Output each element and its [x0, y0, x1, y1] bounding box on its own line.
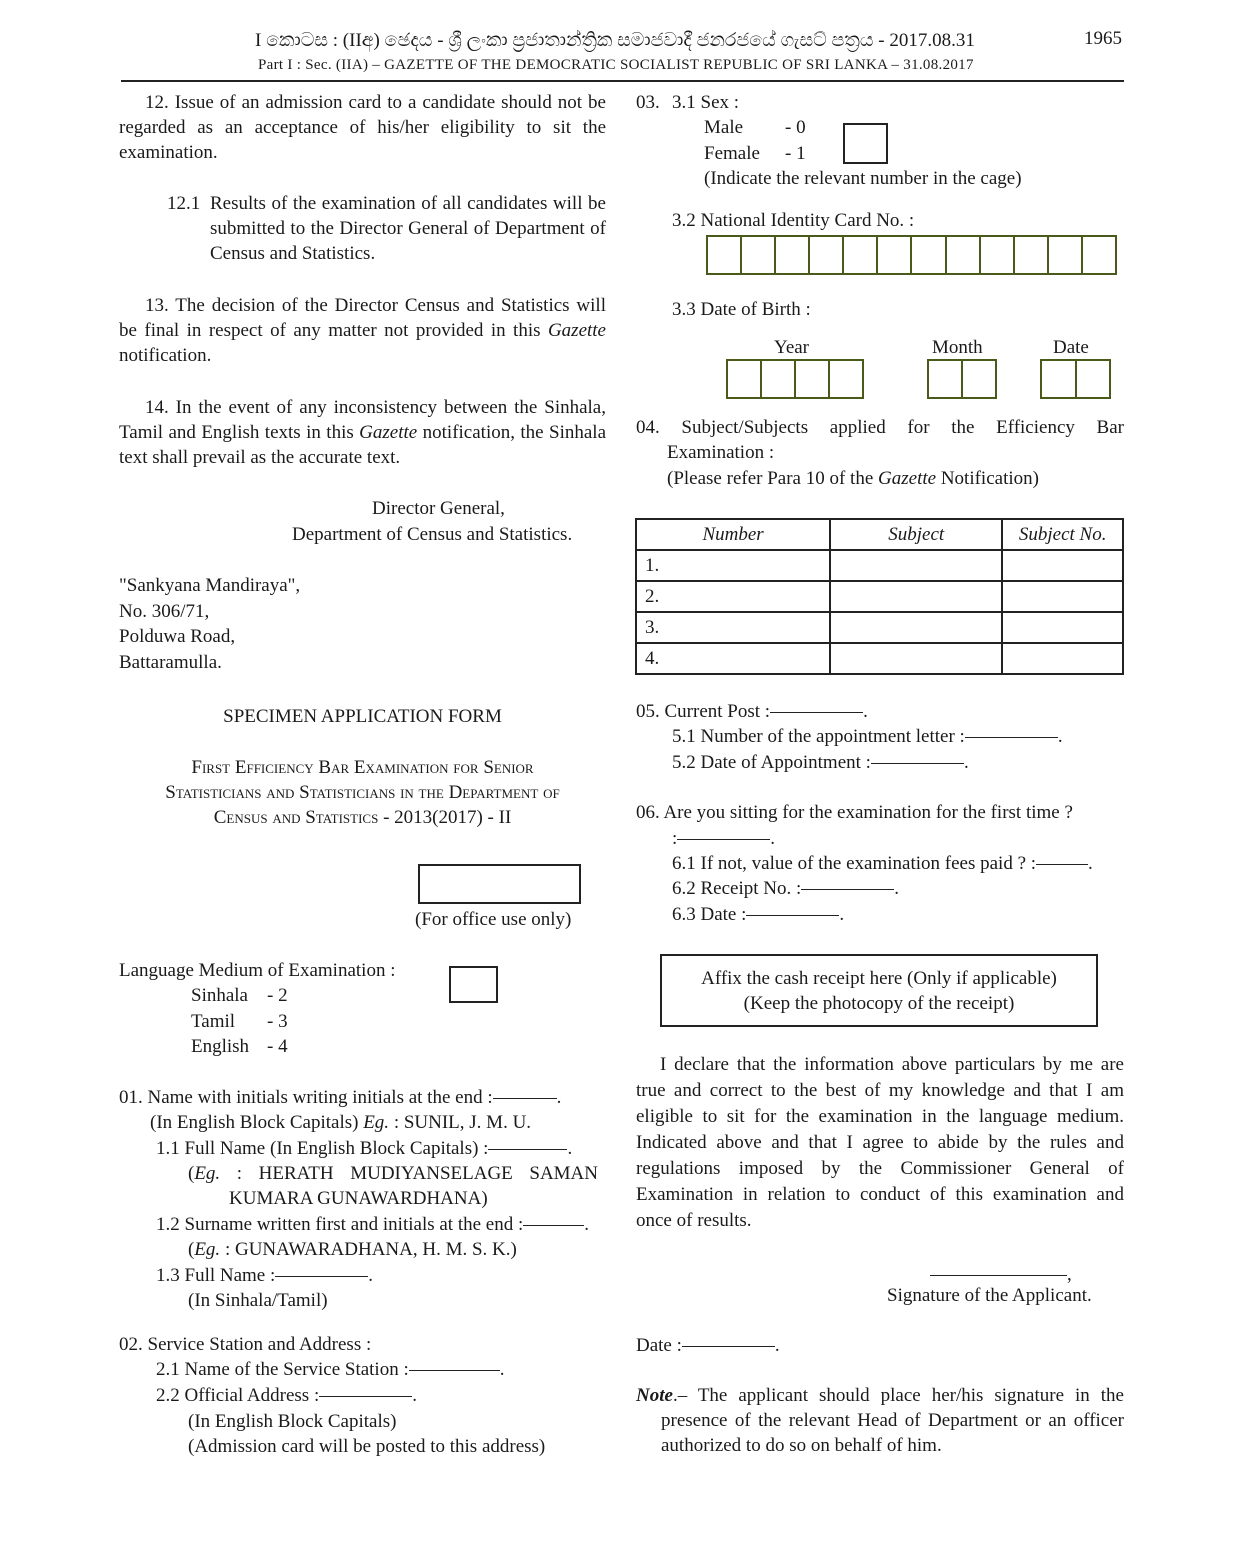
address-line: No. 306/71,: [119, 600, 210, 622]
example-value: : HERATH MUDIYANSELAGE SAMAN: [236, 1163, 598, 1184]
address-line: "Sankyana Mandiraya",: [119, 575, 301, 596]
question-01: 01. Name with initials writing initials at the end : .: [119, 1087, 562, 1108]
table-header-row: [636, 519, 1123, 550]
example-value: : GUNAWARADHANA, H. M. S. K.): [224, 1239, 517, 1260]
language-medium-label: Language Medium of Examination :: [119, 960, 396, 981]
question-2-1-label: 2.1 Name of the Service Station :: [156, 1359, 409, 1380]
language-code: - 3: [267, 1010, 288, 1032]
question-5-2: 5.2 Date of Appointment : .: [672, 752, 969, 773]
declaration: I declare that the information above particulars by me are true and correct to the best of my knowledge and that I am eligible to sit for the examination in the language medium. Indicated above and that I agree to abide by the rules and regulations imposed by the Commissioner General of Examination in relation to conduct of this examination and once of results.: [636, 1054, 1124, 1231]
sex-codes: [785, 115, 806, 167]
paragraph-12-1-number: 12.1: [167, 193, 201, 214]
answer-line[interactable]: [871, 763, 964, 764]
question-1-3: 1.3 Full Name : .: [156, 1265, 374, 1286]
dob-label-year: Year: [774, 337, 810, 358]
question-1-3-note: (In Sinhala/Tamil): [188, 1290, 328, 1311]
signature-line[interactable]: ,: [930, 1262, 1072, 1287]
question-3-3: 3.3 Date of Birth :: [672, 299, 811, 320]
answer-line[interactable]: [770, 712, 863, 713]
table-row: [636, 643, 1123, 674]
row-number: 3.: [636, 612, 830, 643]
signatory-department: Department of Census and Statistics.: [292, 524, 573, 545]
question-6-1-label: 6.1 If not, value of the examination fees paid ? :: [672, 853, 1037, 874]
dob-label-month: Month: [932, 337, 983, 358]
question-6-2: 6.2 Receipt No. : .: [672, 878, 900, 899]
question-6-3-label: 6.3 Date :: [672, 904, 747, 925]
answer-line[interactable]: [493, 1098, 557, 1099]
column-header-subject: Subject: [830, 519, 1002, 550]
exam-title: [119, 755, 606, 830]
example-prefix: (In English Block Capitals): [150, 1112, 359, 1133]
question-05-label: 05. Current Post :: [636, 701, 771, 722]
answer-line[interactable]: [801, 889, 894, 890]
subject-no-cell[interactable]: [1002, 581, 1123, 612]
question-06-answer: : .: [672, 828, 776, 849]
signature-label: Signature of the Applicant.: [887, 1285, 1092, 1306]
answer-line[interactable]: [965, 737, 1058, 738]
receipt-note: (Keep the photocopy of the receipt): [743, 993, 1015, 1014]
question-1-2-example: (Eg. : GUNAWARADHANA, H. M. S. K.): [188, 1239, 517, 1260]
header-english-line: Part I : Sec. (IIA) – GAZETTE OF THE DEMOCRATIC SOCIALIST REPUBLIC OF SRI LANKA – 31.08.2017: [258, 57, 974, 73]
gazette-italic: Gazette: [547, 320, 606, 341]
page-number: 1965: [1084, 28, 1122, 49]
address-line: Battaramulla.: [119, 651, 222, 673]
question-2-1: 2.1 Name of the Service Station : .: [156, 1359, 505, 1380]
subject-no-cell[interactable]: [1002, 550, 1123, 581]
language-medium-box[interactable]: [449, 966, 498, 1003]
language-options: [191, 983, 249, 1060]
row-number: 1.: [636, 550, 830, 581]
row-number: 2.: [636, 581, 830, 612]
language-code: - 2: [267, 985, 288, 1006]
sex-options: [704, 115, 760, 167]
row-number: 4.: [636, 643, 830, 674]
sex-option-male: Male: [704, 117, 744, 138]
question-03: 03.: [636, 92, 660, 113]
date-label: Date :: [636, 1335, 682, 1356]
answer-line[interactable]: [677, 839, 770, 840]
question-02: 02. Service Station and Address :: [119, 1334, 372, 1355]
question-06: 06. Are you sitting for the examination for the first time ?: [636, 802, 1073, 823]
question-04-note: [667, 466, 1039, 491]
sex-note: (Indicate the relevant number in the cage): [704, 168, 1022, 189]
question-01-example: [150, 1110, 531, 1135]
question-2-2-note: (In English Block Capitals): [188, 1411, 397, 1432]
subject-cell[interactable]: [830, 550, 1002, 581]
office-address: [119, 573, 300, 675]
question-04: 04. Subject/Subjects applied for the Efficiency Bar: [636, 417, 1124, 438]
question-6-3: 6.3 Date : .: [672, 904, 845, 925]
question-1-1-example: (Eg. : HERATH MUDIYANSELAGE SAMAN KUMARA GUNAWARDHANA): [188, 1163, 598, 1209]
example-value: : SUNIL, J. M. U.: [393, 1112, 532, 1133]
receipt-box: [660, 954, 1098, 1027]
example-eg: Eg.: [363, 1112, 390, 1133]
paragraph-13-end: notification.: [119, 345, 212, 366]
answer-line[interactable]: [275, 1276, 368, 1277]
dob-label-date: Date: [1053, 337, 1089, 358]
dob-year-cells[interactable]: [726, 359, 864, 399]
dob-date-cells[interactable]: [1040, 359, 1111, 399]
question-3-1: 3.1 Sex :: [672, 92, 740, 113]
exam-title-line: Census and Statistics - 2013(2017) - II: [213, 807, 512, 828]
column-header-number: Number: [636, 519, 830, 550]
office-use-box: [418, 864, 581, 904]
dob-month-cells[interactable]: [927, 359, 997, 399]
paragraph-12: 12. Issue of an admission card to a candidate should not be regarded as an acceptance of his/her eligibility to sit the examination.: [119, 92, 606, 163]
example-eg: Eg.: [194, 1163, 221, 1184]
question-1-1: 1.1 Full Name (In English Block Capitals) : .: [156, 1138, 573, 1159]
gazette-italic: Gazette: [878, 468, 937, 489]
question-5-1-label: 5.1 Number of the appointment letter :: [672, 726, 965, 747]
question-5-1: 5.1 Number of the appointment letter : .: [672, 726, 1063, 747]
answer-line[interactable]: [488, 1149, 567, 1150]
example-value: KUMARA GUNAWARDHANA): [229, 1188, 488, 1209]
answer-line[interactable]: [1036, 864, 1088, 865]
note-label: Note: [636, 1385, 673, 1406]
question-2-2-note: (Admission card will be posted to this address): [188, 1436, 546, 1457]
question-6-1: 6.1 If not, value of the examination fees paid ? : .: [672, 853, 1093, 874]
paragraph-14-end: notification, the Sinhala text shall prevail as the accurate text.: [119, 422, 607, 468]
paragraph-13-text: 13. The decision of the Director Census and Statistics will be final in respect of any matter not provided in this: [119, 295, 606, 341]
subject-cell[interactable]: [830, 612, 1002, 643]
answer-line[interactable]: [409, 1370, 500, 1371]
question-2-2-label: 2.2 Official Address :: [156, 1385, 320, 1406]
sex-code: - 0: [785, 117, 806, 138]
question-04-cont: Examination :: [667, 442, 775, 463]
paragraph-14-text: 14. In the event of any inconsistency between the Sinhala, Tamil and English texts in this: [119, 397, 606, 443]
exam-title-line: First Efficiency Bar Examination for Senior: [191, 757, 534, 778]
note-text: .– The applicant should place her/his signature in the presence of the relevant Head of Department or an officer authorized to do so on behalf of him.: [661, 1385, 1124, 1456]
question-05: 05. Current Post : .: [636, 701, 868, 722]
sex-box[interactable]: [843, 123, 888, 164]
signatory-title: Director General,: [372, 498, 505, 519]
address-line: Polduwa Road,: [119, 626, 236, 647]
question-1-2-label: 1.2 Surname written first and initials at the end :: [156, 1214, 524, 1235]
question-1-2: 1.2 Surname written first and initials at the end : .: [156, 1214, 590, 1235]
subject-cell[interactable]: [830, 581, 1002, 612]
nic-number-cells[interactable]: [706, 235, 1117, 275]
sex-option-female: Female: [704, 143, 760, 164]
note-text: (Please refer Para 10 of the: [667, 468, 874, 489]
question-2-2: 2.2 Official Address : .: [156, 1385, 417, 1406]
language-codes: [267, 983, 288, 1060]
table-row: [636, 550, 1123, 581]
table-row: [636, 581, 1123, 612]
answer-line[interactable]: [682, 1346, 775, 1347]
office-use-label: (For office use only): [415, 909, 572, 930]
subject-cell[interactable]: [830, 643, 1002, 674]
question-1-3-label: 1.3 Full Name :: [156, 1265, 276, 1286]
subjects-table: [635, 518, 1124, 675]
note-text: Notification): [940, 468, 1039, 489]
header-rule: [121, 80, 1124, 82]
subject-no-cell[interactable]: [1002, 643, 1123, 674]
table-row: [636, 612, 1123, 643]
gazette-italic: Gazette: [359, 422, 418, 443]
question-6-2-label: 6.2 Receipt No. :: [672, 878, 802, 899]
question-01-label: 01. Name with initials writing initials at the end :: [119, 1087, 493, 1108]
exam-title-line: Statisticians and Statisticians in the Department of: [165, 782, 560, 803]
answer-line[interactable]: [746, 915, 839, 916]
date-field: Date : .: [636, 1335, 780, 1356]
receipt-instruction: Affix the cash receipt here (Only if applicable): [701, 968, 1057, 989]
answer-line[interactable]: [319, 1396, 412, 1397]
language-code: - 4: [267, 1036, 288, 1057]
answer-line[interactable]: [930, 1275, 1067, 1276]
question-3-2: 3.2 National Identity Card No. :: [672, 210, 915, 231]
note: [636, 1383, 1124, 1458]
paragraph-14: [119, 395, 606, 470]
paragraph-13: [119, 293, 606, 368]
answer-line[interactable]: [523, 1225, 584, 1226]
language-option-tamil: Tamil: [191, 1010, 236, 1032]
form-title: SPECIMEN APPLICATION FORM: [223, 706, 502, 727]
language-option-english: English: [191, 1036, 250, 1057]
column-header-subject-no: Subject No.: [1002, 519, 1123, 550]
header-sinhala-line: I කොටස : (IIඅ) ඡෙදය - ශ්‍රී ලංකා ප්‍රජාතාන්ත්‍රික සමාජවාදී ජනරජයේ ගැසට් පත්‍රය - 2017.08.31: [255, 30, 975, 51]
sex-code: - 1: [785, 143, 806, 164]
paragraph-12-1: Results of the examination of all candidates will be submitted to the Director General of Department of Census and Statistics.: [210, 193, 606, 264]
example-eg: Eg.: [194, 1239, 221, 1260]
language-option-sinhala: Sinhala: [191, 985, 248, 1006]
question-5-2-label: 5.2 Date of Appointment :: [672, 752, 871, 773]
subject-no-cell[interactable]: [1002, 612, 1123, 643]
question-1-1-label: 1.1 Full Name (In English Block Capitals) :: [156, 1138, 489, 1159]
